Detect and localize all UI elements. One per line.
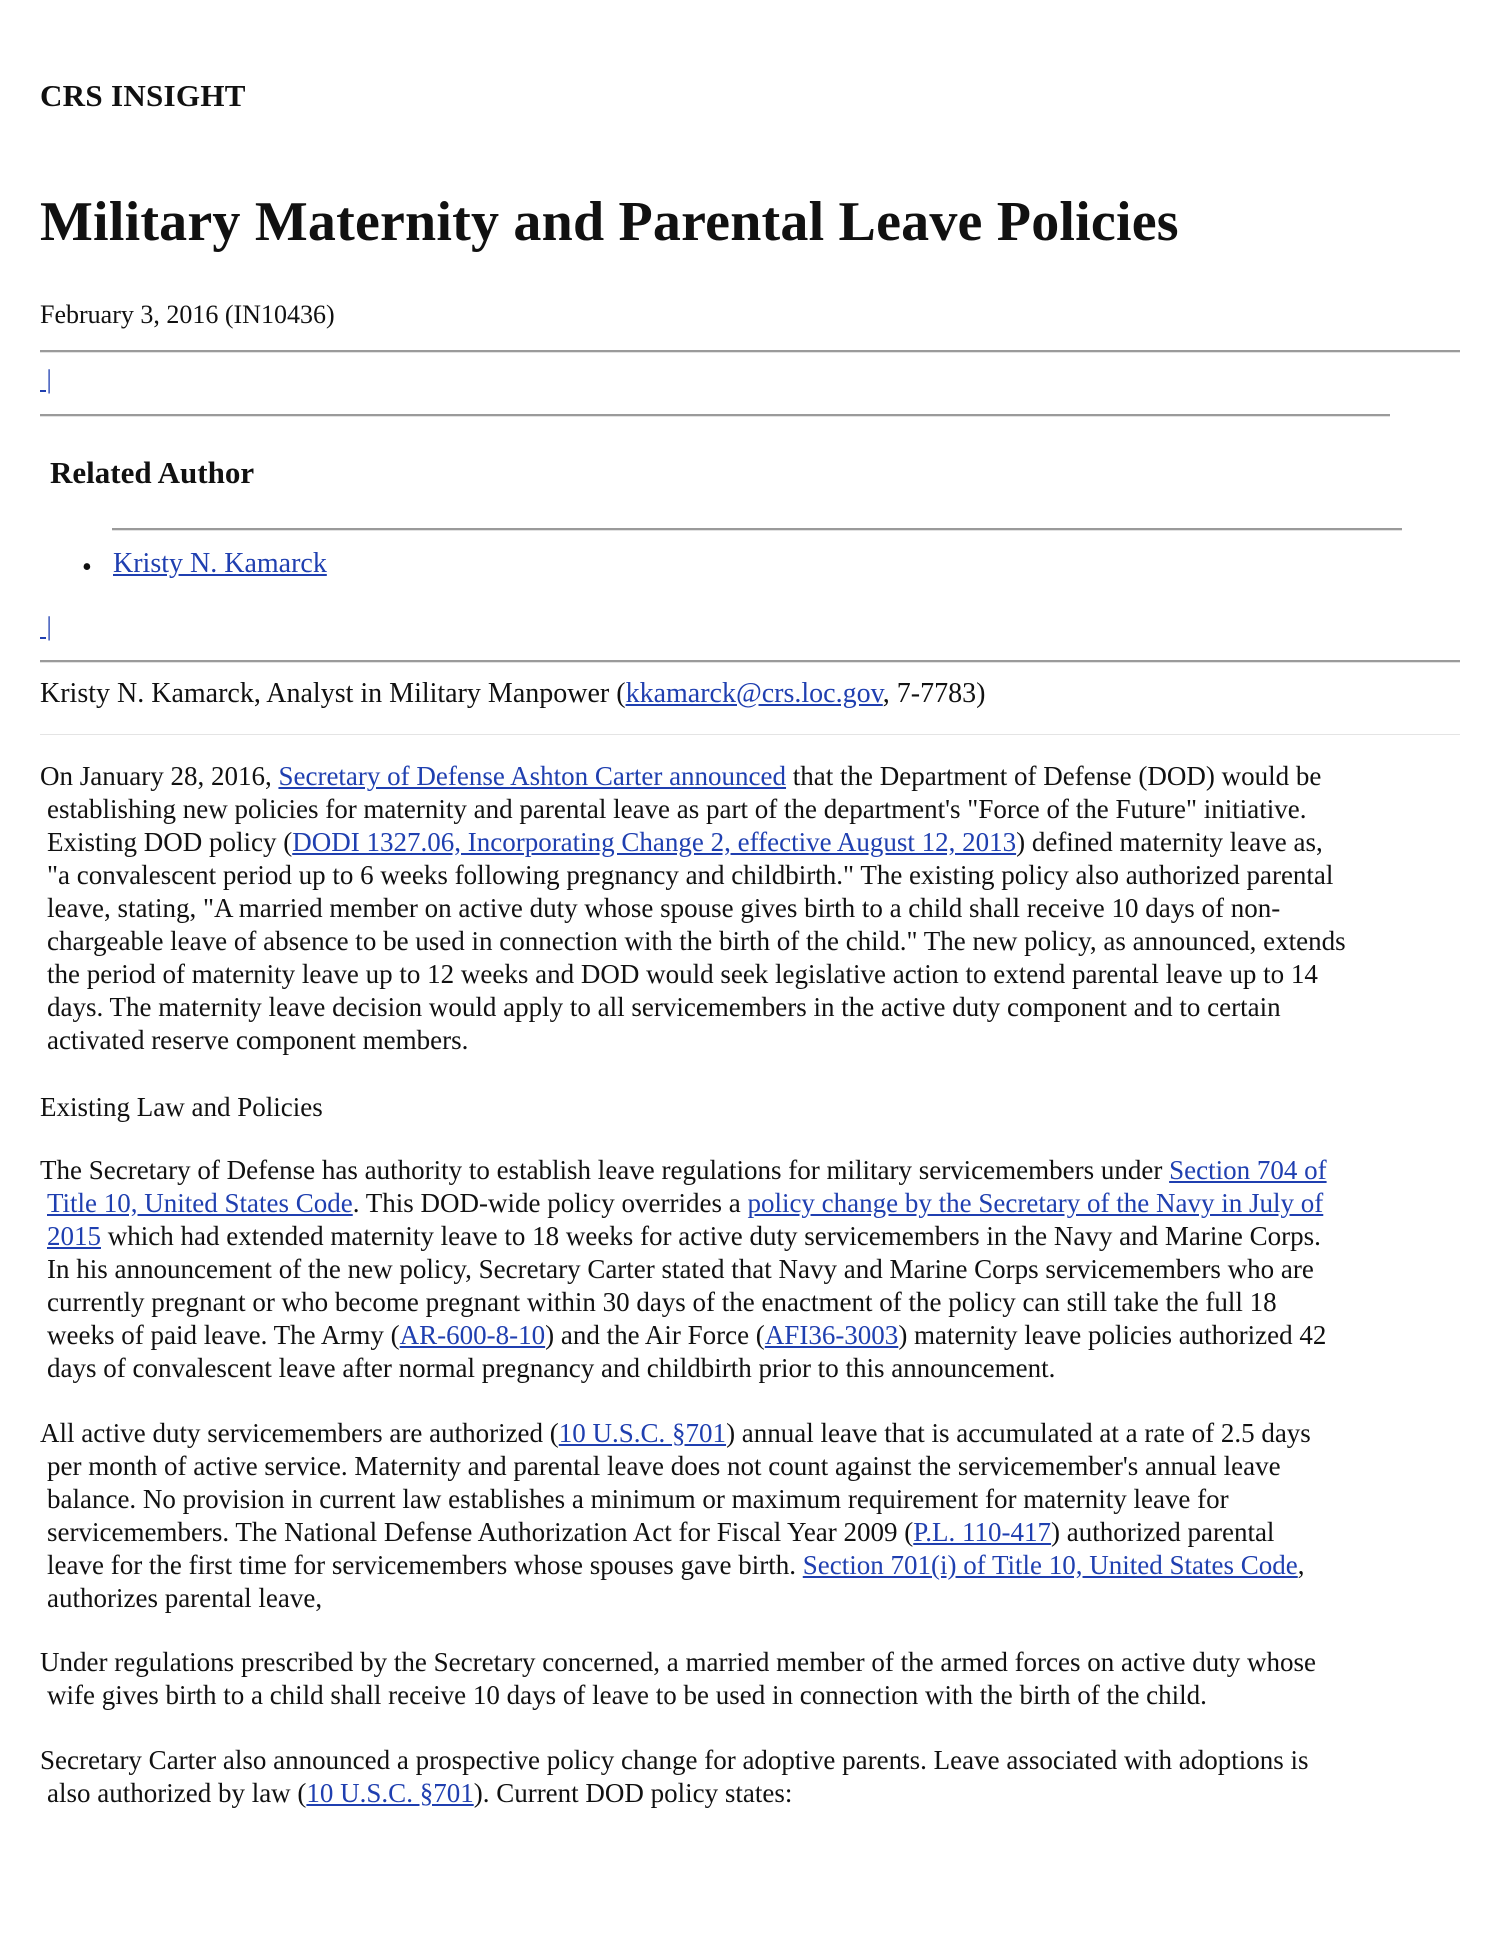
- reference-link[interactable]: 10 U.S.C. §701: [306, 1778, 474, 1808]
- text-line: [40, 1679, 1460, 1712]
- text-line: [40, 991, 1460, 1024]
- divider: [40, 414, 1390, 417]
- bullet-icon: •: [82, 552, 92, 583]
- section-heading: Existing Law and Policies: [40, 1092, 323, 1122]
- text-run: ,: [1297, 1550, 1305, 1580]
- text-line: [40, 1319, 1460, 1352]
- text-run: establishing new policies for maternity and parental leave as part of the department's "Force of the Future" initiative.: [47, 794, 1307, 824]
- text-line: [40, 958, 1460, 991]
- text-run: In his announcement of the new policy, Secretary Carter stated that Navy and Marine Corps servicemembers who are: [47, 1254, 1314, 1284]
- text-line: [40, 1024, 1460, 1057]
- text-line: [40, 1154, 1460, 1187]
- text-run: servicemembers. The National Defense Authorization Act for Fiscal Year 2009 (: [47, 1517, 914, 1547]
- text-run: wife gives birth to a child shall receive 10 days of leave to be used in connection with the birth of the child.: [47, 1680, 1207, 1710]
- text-run: ) defined maternity leave as,: [1016, 827, 1323, 857]
- author-contact-line: [40, 678, 985, 710]
- text-line: [40, 1220, 1460, 1253]
- text-line: [40, 925, 1460, 958]
- paragraph-adoption: [40, 1744, 1460, 1810]
- text-line: [40, 793, 1460, 826]
- reference-link[interactable]: AR-600-8-10: [399, 1320, 546, 1350]
- text-run: Secretary Carter also announced a prospective policy change for adoptive parents. Leave associated with adoptions is: [40, 1745, 1309, 1775]
- text-line: [40, 1450, 1460, 1483]
- text-run: ) authorized parental: [1051, 1517, 1275, 1547]
- text-run: Existing DOD policy (: [47, 827, 293, 857]
- text-line: [40, 826, 1460, 859]
- text-run: balance. No provision in current law establishes a minimum or maximum requirement for maternity leave for: [47, 1484, 1229, 1514]
- text-line: [40, 1646, 1460, 1679]
- text-run: activated reserve component members.: [47, 1025, 469, 1055]
- paragraph-announcement: [40, 760, 1460, 1057]
- text-run: currently pregnant or who become pregnant within 30 days of the enactment of the policy can still take the full 18: [47, 1287, 1277, 1317]
- reference-link[interactable]: P.L. 110-417: [913, 1517, 1052, 1547]
- reference-link[interactable]: policy change by the Secretary of the Navy in July of: [747, 1188, 1324, 1218]
- reference-link[interactable]: DODI 1327.06, Incorporating Change 2, effective August 12, 2013: [292, 827, 1017, 857]
- text-line: [40, 1417, 1460, 1450]
- anchor-link[interactable]: |: [40, 365, 52, 394]
- text-run: ) annual leave that is accumulated at a rate of 2.5 days: [726, 1418, 1311, 1448]
- text-run: per month of active service. Maternity and parental leave does not count against the servicemember's annual leave: [47, 1451, 1281, 1481]
- text-run: ) maternity leave policies authorized 42: [898, 1320, 1327, 1350]
- text-run: All active duty servicemembers are authorized (: [40, 1418, 559, 1448]
- text-line: [40, 1549, 1460, 1582]
- text-run: "a convalescent period up to 6 weeks following pregnancy and childbirth." The existing policy also authorized parental: [47, 860, 1334, 890]
- text-line: [40, 1582, 1460, 1615]
- text-run: ) and the Air Force (: [545, 1320, 765, 1350]
- text-line: [40, 1744, 1460, 1777]
- text-run: The Secretary of Defense has authority to establish leave regulations for military servicemembers under: [40, 1155, 1170, 1185]
- paragraph-existing-law: [40, 1154, 1460, 1385]
- anchor-link[interactable]: |: [40, 612, 52, 641]
- text-run: . This DOD-wide policy overrides a: [352, 1188, 748, 1218]
- reference-link[interactable]: 2015: [47, 1221, 101, 1251]
- text-line: [40, 1253, 1460, 1286]
- reference-link[interactable]: Section 704 of: [1169, 1155, 1327, 1185]
- text-line: [40, 1352, 1460, 1385]
- paragraph-quoted-statute: [40, 1646, 1460, 1712]
- divider: [112, 528, 1402, 531]
- text-line: [40, 859, 1460, 892]
- author-link[interactable]: Kristy N. Kamarck: [113, 548, 327, 579]
- text-line: [40, 892, 1460, 925]
- text-line: [40, 1516, 1460, 1549]
- text-run: ). Current DOD policy states:: [473, 1778, 793, 1808]
- text-line: [40, 1483, 1460, 1516]
- reference-link[interactable]: AFI36-3003: [764, 1320, 899, 1350]
- author-line-suffix: , 7-7783): [882, 678, 986, 709]
- text-run: Under regulations prescribed by the Secretary concerned, a married member of the armed forces on active duty whose: [40, 1647, 1316, 1677]
- text-run: chargeable leave of absence to be used in connection with the birth of the child." The new policy, as announced, extends: [47, 926, 1346, 956]
- reference-link[interactable]: Title 10, United States Code: [47, 1188, 353, 1218]
- divider: [40, 660, 1460, 663]
- related-author-heading: Related Author: [50, 455, 255, 490]
- author-line-prefix: Kristy N. Kamarck, Analyst in Military Manpower (: [40, 678, 626, 709]
- text-run: which had extended maternity leave to 18 weeks for active duty servicemembers in the Navy and Marine Corps.: [101, 1221, 1321, 1251]
- text-run: weeks of paid leave. The Army (: [47, 1320, 400, 1350]
- text-run: leave, stating, "A married member on active duty whose spouse gives birth to a child shall receive 10 days of non-: [47, 893, 1281, 923]
- reference-link[interactable]: 10 U.S.C. §701: [558, 1418, 727, 1448]
- date-line: February 3, 2016 (IN10436): [40, 300, 335, 329]
- reference-link[interactable]: Section 701(i) of Title 10, United States Code: [802, 1550, 1298, 1580]
- text-line: [40, 1187, 1460, 1220]
- email-link[interactable]: kkamarck@crs.loc.gov: [625, 678, 883, 709]
- text-run: leave for the first time for servicemembers whose spouses gave birth.: [47, 1550, 803, 1580]
- text-run: the period of maternity leave up to 12 weeks and DOD would seek legislative action to extend parental leave up to 14: [47, 959, 1318, 989]
- text-run: authorizes parental leave,: [47, 1583, 323, 1613]
- text-run: days of convalescent leave after normal pregnancy and childbirth prior to this announcement.: [47, 1353, 1056, 1383]
- text-line: [40, 1777, 1460, 1810]
- text-run: also authorized by law (: [47, 1778, 307, 1808]
- text-line: [40, 760, 1460, 793]
- reference-link[interactable]: Secretary of Defense Ashton Carter announced: [278, 761, 787, 791]
- text-run: days. The maternity leave decision would apply to all servicemembers in the active duty component and to certain: [47, 992, 1281, 1022]
- text-run: On January 28, 2016,: [40, 761, 279, 791]
- paragraph-annual-leave: [40, 1417, 1460, 1615]
- divider: [40, 734, 1460, 735]
- text-run: that the Department of Defense (DOD) would be: [786, 761, 1322, 791]
- page-title: Military Maternity and Parental Leave Policies: [40, 191, 1179, 253]
- divider: [40, 350, 1460, 353]
- text-line: [40, 1286, 1460, 1319]
- series-label: CRS INSIGHT: [40, 78, 246, 113]
